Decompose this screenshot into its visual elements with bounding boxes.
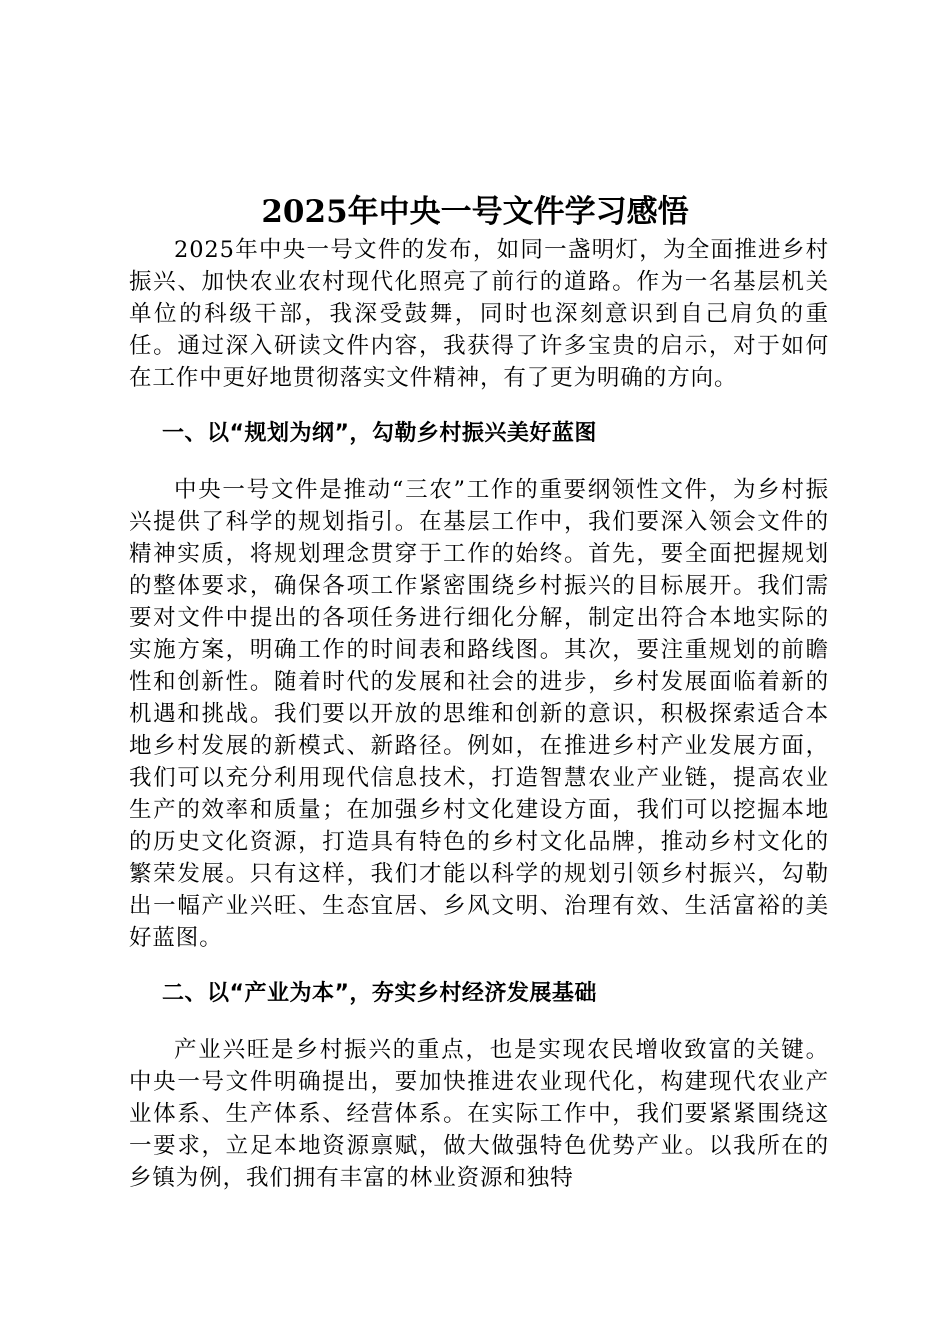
section-heading-2: 二、以“产业为本”，夯实乡村经济发展基础 [162, 981, 597, 1006]
intro-paragraph: 2025年中央一号文件的发布，如同一盏明灯，为全面推进乡村振兴、加快农业农村现代化照亮了前行的道路。作为一名基层机关单位的科级干部，我深受鼓舞，同时也深刻意识到自己肩负的重任。通过深入研读文件内容，我获得了许多宝贵的启示，对于如何在工作中更好地贯彻落实文件精神，有了更为明确的方向。 [129, 237, 829, 391]
document-body [129, 234, 829, 1194]
document-title: 2025年中央一号文件学习感悟 [261, 193, 689, 230]
section-heading-1: 一、以“规划为纲”，勾勒乡村振兴美好蓝图 [162, 421, 597, 446]
section-2-paragraph: 产业兴旺是乡村振兴的重点，也是实现农民增收致富的关键。中央一号文件明确提出，要加快推进农业现代化，构建现代农业产业体系、生产体系、经营体系。在实际工作中，我们要紧紧围绕这一要求，立足本地资源禀赋，做大做强特色优势产业。以我所在的乡镇为例，我们拥有丰富的林业资源和独特 [129, 1037, 829, 1191]
section-1-paragraph: 中央一号文件是推动“三农”工作的重要纲领性文件，为乡村振兴提供了科学的规划指引。在基层工作中，我们要深入领会文件的精神实质，将规划理念贯穿于工作的始终。首先，要全面把握规划的整体要求，确保各项工作紧密围绕乡村振兴的目标展开。我们需要对文件中提出的各项任务进行细化分解，制定出符合本地实际的实施方案，明确工作的时间表和路线图。其次，要注重规划的前瞻性和创新性。随着时代的发展和社会的进步，乡村发展面临着新的机遇和挑战。我们要以开放的思维和创新的意识，积极探索适合本地乡村发展的新模式、新路径。例如，在推进乡村产业发展方面，我们可以充分利用现代信息技术，打造智慧农业产业链，提高农业生产的效率和质量；在加强乡村文化建设方面，我们可以挖掘本地的历史文化资源，打造具有特色的乡村文化品牌，推动乡村文化的繁荣发展。只有这样，我们才能以科学的规划引领乡村振兴，勾勒出一幅产业兴旺、生态宜居、乡风文明、治理有效、生活富裕的美好蓝图。 [129, 477, 829, 951]
